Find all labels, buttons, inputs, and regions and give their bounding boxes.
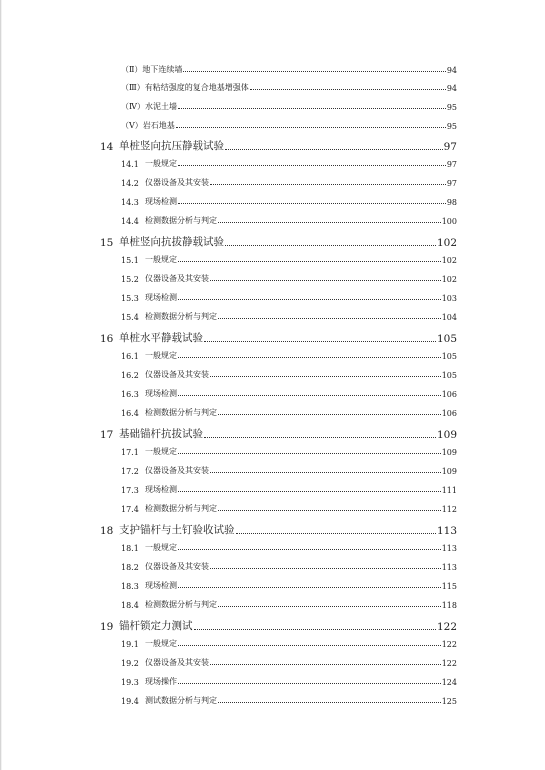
toc-entry[interactable]	[121, 64, 457, 75]
section-title: 仪器设备及其安装	[145, 562, 209, 571]
section-number: 19.2	[121, 659, 139, 668]
chapter-page: 109	[436, 429, 457, 441]
section-number: 18.4	[121, 601, 139, 610]
chapter-title: 锚杆锁定力测试	[119, 620, 193, 632]
toc-chapter[interactable]	[100, 426, 457, 441]
chapter-number: 15	[100, 237, 114, 249]
dot-leader	[178, 548, 441, 550]
section-number: 15.3	[121, 294, 139, 303]
section-title: 测试数据分析与判定	[145, 696, 217, 705]
section-page: 125	[441, 697, 457, 706]
section-number: 17.3	[121, 486, 139, 495]
section-page: 124	[441, 678, 457, 687]
section-page: 122	[441, 659, 457, 668]
section-title: 检测数据分析与判定	[145, 216, 217, 225]
section-title: 仪器设备及其安装	[145, 274, 209, 283]
section-title: 现场检测	[145, 485, 177, 494]
dot-leader	[178, 682, 441, 684]
dot-leader	[218, 317, 441, 319]
toc-entry-title: （Ⅱ）地下连续墙	[121, 65, 183, 74]
section-number: 15.4	[121, 313, 139, 322]
section-page: 103	[441, 294, 457, 303]
toc-section[interactable]	[121, 599, 457, 610]
section-page: 111	[441, 486, 457, 495]
dot-leader	[178, 202, 446, 204]
section-number: 18.3	[121, 582, 139, 591]
section-title: 一般规定	[145, 255, 177, 264]
section-title: 仪器设备及其安装	[145, 178, 209, 187]
section-number: 14.4	[121, 217, 139, 226]
toc-section[interactable]	[121, 273, 457, 284]
section-page: 97	[446, 160, 457, 169]
dot-leader	[218, 509, 441, 511]
toc-section[interactable]	[121, 158, 457, 169]
section-title: 一般规定	[145, 447, 177, 456]
toc-entry-title: （Ⅴ）岩石地基	[121, 121, 175, 130]
section-title: 现场检测	[145, 293, 177, 302]
section-page: 113	[441, 563, 457, 572]
section-page: 104	[441, 313, 457, 322]
dot-leader	[178, 586, 441, 588]
chapter-number: 16	[100, 333, 114, 345]
toc-entry-title: （Ⅳ）水泥土墙	[121, 102, 177, 111]
chapter-title: 单桩竖向抗压静载试验	[119, 140, 224, 152]
dot-leader	[178, 260, 441, 262]
section-page: 102	[441, 275, 457, 284]
section-number: 15.2	[121, 275, 139, 284]
section-title: 仪器设备及其安装	[145, 370, 209, 379]
section-title: 一般规定	[145, 639, 177, 648]
dot-leader	[178, 164, 446, 166]
section-number: 14.2	[121, 179, 139, 188]
section-title: 检测数据分析与判定	[145, 408, 217, 417]
toc-section[interactable]	[121, 503, 457, 514]
dot-leader	[210, 279, 441, 281]
section-number: 18.1	[121, 544, 139, 553]
section-title: 一般规定	[145, 543, 177, 552]
toc-section[interactable]	[121, 638, 457, 649]
section-number: 14.3	[121, 198, 139, 207]
section-title: 检测数据分析与判定	[145, 312, 217, 321]
section-page: 106	[441, 390, 457, 399]
dot-leader	[178, 452, 441, 454]
chapter-title: 单桩水平静载试验	[119, 332, 203, 344]
chapter-number: 18	[100, 525, 114, 537]
toc-section[interactable]	[121, 196, 457, 207]
section-title: 现场检测	[145, 389, 177, 398]
section-page: 112	[441, 505, 457, 514]
toc-section[interactable]	[121, 311, 457, 322]
chapter-number: 14	[100, 141, 114, 153]
dot-leader	[218, 413, 441, 415]
dot-leader	[204, 340, 436, 342]
toc-entry-title: （Ⅲ）有粘结强度的复合地基增强体	[121, 83, 249, 92]
section-title: 现场检测	[145, 197, 177, 206]
dot-leader	[178, 644, 441, 646]
toc-section[interactable]	[121, 407, 457, 418]
section-title: 现场操作	[145, 677, 177, 686]
toc-section[interactable]	[121, 695, 457, 706]
toc-section[interactable]	[121, 388, 457, 399]
dot-leader	[218, 221, 441, 223]
section-page: 113	[441, 544, 457, 553]
dot-leader	[210, 471, 441, 473]
section-number: 17.1	[121, 448, 139, 457]
section-page: 105	[441, 371, 457, 380]
chapter-title: 支护锚杆与土钉验收试验	[119, 524, 235, 536]
toc-chapter[interactable]	[100, 330, 457, 345]
chapter-page: 97	[443, 141, 457, 153]
section-number: 16.4	[121, 409, 139, 418]
section-page: 109	[441, 448, 457, 457]
chapter-page: 102	[436, 237, 457, 249]
dot-leader	[210, 663, 441, 665]
section-number: 16.1	[121, 352, 139, 361]
section-page: 97	[446, 179, 457, 188]
section-page: 115	[441, 582, 457, 591]
toc-entry-page: 95	[446, 103, 457, 112]
dot-leader	[218, 605, 441, 607]
dot-leader	[210, 375, 441, 377]
dot-leader	[225, 148, 443, 150]
section-title: 一般规定	[145, 159, 177, 168]
section-number: 19.3	[121, 678, 139, 687]
dot-leader	[218, 701, 441, 703]
dot-leader	[178, 298, 441, 300]
chapter-number: 19	[100, 621, 114, 633]
toc-entry[interactable]	[121, 101, 457, 112]
dot-leader	[183, 70, 445, 72]
section-title: 检测数据分析与判定	[145, 600, 217, 609]
section-page: 106	[441, 409, 457, 418]
toc-entry[interactable]	[121, 82, 457, 93]
section-page: 100	[441, 217, 457, 226]
section-page: 98	[446, 198, 457, 207]
dot-leader	[194, 628, 436, 630]
toc-chapter[interactable]	[100, 234, 457, 249]
section-number: 14.1	[121, 160, 139, 169]
section-number: 15.1	[121, 256, 139, 265]
chapter-title: 基础锚杆抗拔试验	[119, 428, 203, 440]
section-page: 118	[441, 601, 457, 610]
section-page: 102	[441, 256, 457, 265]
section-number: 17.2	[121, 467, 139, 476]
section-title: 一般规定	[145, 351, 177, 360]
toc-section[interactable]	[121, 542, 457, 553]
dot-leader	[204, 436, 436, 438]
chapter-page: 122	[436, 621, 457, 633]
dot-leader	[210, 567, 441, 569]
toc-section[interactable]	[121, 369, 457, 380]
section-number: 19.1	[121, 640, 139, 649]
toc-section[interactable]	[121, 177, 457, 188]
dot-leader	[178, 107, 446, 109]
toc-entry-page: 95	[446, 122, 457, 131]
section-title: 仪器设备及其安装	[145, 658, 209, 667]
toc-section[interactable]	[121, 580, 457, 591]
section-number: 16.3	[121, 390, 139, 399]
toc-section[interactable]	[121, 446, 457, 457]
dot-leader	[210, 183, 446, 185]
section-number: 17.4	[121, 505, 139, 514]
section-number: 16.2	[121, 371, 139, 380]
chapter-number: 17	[100, 429, 114, 441]
toc-section[interactable]	[121, 350, 457, 361]
chapter-page: 105	[436, 333, 457, 345]
chapter-title: 单桩竖向抗拔静载试验	[119, 236, 224, 248]
section-title: 仪器设备及其安装	[145, 466, 209, 475]
dot-leader	[225, 244, 436, 246]
toc-section[interactable]	[121, 657, 457, 668]
toc-section[interactable]	[121, 561, 457, 572]
dot-leader	[250, 88, 446, 90]
toc-section[interactable]	[121, 292, 457, 303]
section-page: 109	[441, 467, 457, 476]
toc-entry-page: 94	[446, 66, 457, 75]
toc-chapter[interactable]	[100, 522, 457, 537]
toc-chapter[interactable]	[100, 138, 457, 153]
dot-leader	[178, 394, 441, 396]
section-number: 19.4	[121, 697, 139, 706]
toc-entry-page: 94	[446, 84, 457, 93]
toc-section[interactable]	[121, 484, 457, 495]
section-page: 105	[441, 352, 457, 361]
toc-section[interactable]	[121, 465, 457, 476]
dot-leader	[178, 490, 441, 492]
section-number: 18.2	[121, 563, 139, 572]
toc-section[interactable]	[121, 215, 457, 226]
dot-leader	[176, 126, 446, 128]
chapter-page: 113	[436, 525, 457, 537]
toc-chapter[interactable]	[100, 618, 457, 633]
toc-section[interactable]	[121, 676, 457, 687]
section-page: 122	[441, 640, 457, 649]
toc-entry[interactable]	[121, 120, 457, 131]
section-title: 检测数据分析与判定	[145, 504, 217, 513]
dot-leader	[178, 356, 441, 358]
toc-section[interactable]	[121, 254, 457, 265]
dot-leader	[236, 532, 436, 534]
section-title: 现场检测	[145, 581, 177, 590]
